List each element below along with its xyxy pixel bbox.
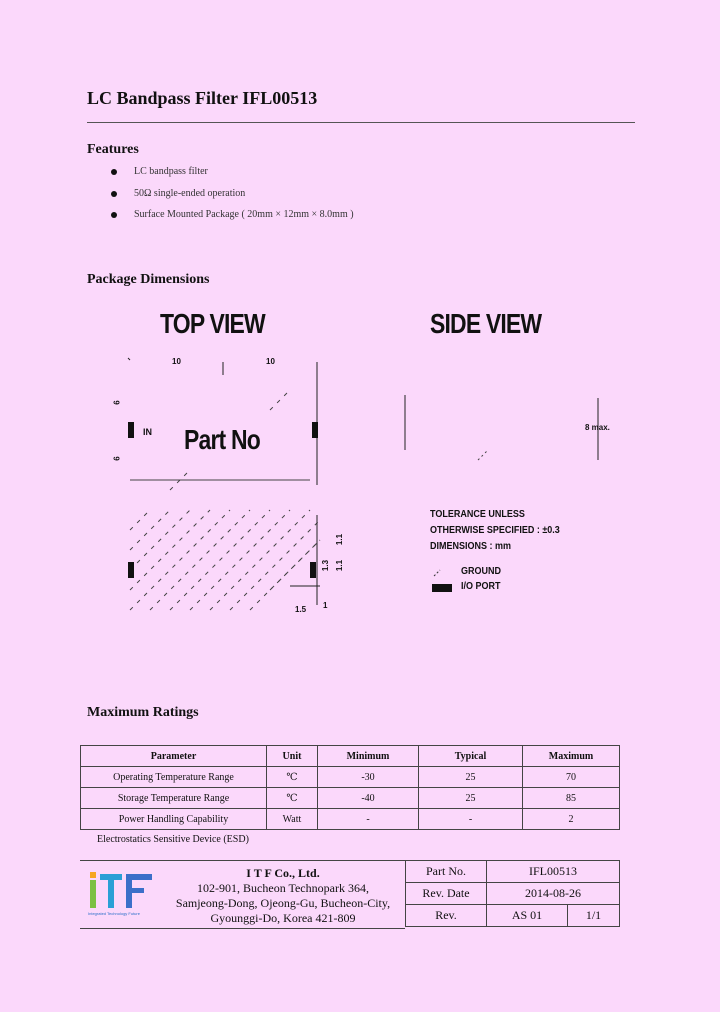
revision-table [405, 860, 620, 927]
table-header-row [81, 746, 620, 767]
table-cell: Storage Temperature Range [81, 788, 267, 809]
table-cell: - [318, 809, 419, 830]
legend-io-port: I/O PORT [461, 581, 501, 592]
address-line: 102-901, Bucheon Technopark 364, [197, 881, 369, 895]
table-cell: 70 [523, 767, 620, 788]
tolerance-line: OTHERWISE SPECIFIED : ±0.3 [430, 525, 560, 536]
tolerance-note [430, 507, 560, 555]
table-row [81, 809, 620, 830]
dim-label: 1.1 [335, 559, 345, 572]
side-view-label: SIDE VIEW [430, 308, 542, 339]
dim-label: 1 [323, 601, 328, 610]
dim-label: 6 [112, 456, 122, 461]
part-no-value: IFL00513 [487, 861, 620, 883]
table-cell: 85 [523, 788, 620, 809]
rev-date-value: 2014-08-26 [487, 883, 620, 905]
column-header: Maximum [523, 746, 620, 767]
address-line: Samjeong-Dong, Ojeong-Gu, Bucheon-City, [175, 896, 391, 910]
column-header: Typical [419, 746, 523, 767]
company-block [168, 866, 398, 926]
address-line: Gyounggi-Do, Korea 421-809 [210, 911, 356, 925]
tolerance-line: DIMENSIONS : mm [430, 541, 512, 552]
bullet-icon [111, 169, 117, 175]
ground-hatch-icon [432, 566, 448, 578]
in-port-label: IN [143, 427, 152, 437]
dim-label: 1.5 [295, 605, 307, 614]
table-cell: 2 [523, 809, 620, 830]
top-view-label: TOP VIEW [160, 308, 265, 339]
logo-tagline: Integrated Technology Future [88, 911, 140, 916]
package-heading: Package Dimensions [87, 272, 210, 287]
column-header: Parameter [81, 746, 267, 767]
rev-date-label: Rev. Date [406, 883, 487, 905]
tolerance-line: TOLERANCE UNLESS [430, 509, 525, 520]
io-port-swatch-icon [432, 584, 452, 592]
side-view-drawing [400, 390, 610, 470]
table-cell: Watt [267, 809, 318, 830]
dim-label: 10 [172, 357, 181, 366]
feature-item: 50Ω single-ended operation [134, 188, 246, 199]
dim-label: 10 [266, 357, 275, 366]
ratings-heading: Maximum Ratings [87, 705, 199, 720]
dim-label: 6 [112, 400, 122, 405]
legend-ground: GROUND [461, 566, 502, 577]
company-name: I T F Co., Ltd. [246, 866, 320, 880]
table-cell: ℃ [267, 788, 318, 809]
page-title: LC Bandpass Filter IFL00513 [87, 88, 318, 108]
rev-value: AS 01 [487, 905, 568, 927]
features-heading: Features [87, 142, 139, 157]
table-cell: -40 [318, 788, 419, 809]
bullet-icon [111, 212, 117, 218]
table-cell: 25 [419, 767, 523, 788]
table-cell: Power Handling Capability [81, 809, 267, 830]
part-no-label: Part No. [406, 861, 487, 883]
table-cell: -30 [318, 767, 419, 788]
dim-label: 8 max. [585, 423, 610, 432]
feature-item: Surface Mounted Package ( 20mm × 12mm × 8.0mm ) [134, 209, 354, 220]
table-cell: Operating Temperature Range [81, 767, 267, 788]
table-cell: - [419, 809, 523, 830]
part-no-marking: Part No [184, 424, 260, 455]
column-header: Minimum [318, 746, 419, 767]
column-header: Unit [267, 746, 318, 767]
table-row [81, 767, 620, 788]
title-divider [87, 122, 635, 123]
table-cell: 25 [419, 788, 523, 809]
esd-note: Electrostatics Sensitive Device (ESD) [97, 834, 249, 845]
dim-label: 1.3 [321, 559, 331, 572]
table-row [81, 788, 620, 809]
dim-label: 1.1 [335, 533, 345, 546]
top-view-drawing [110, 350, 340, 630]
feature-item: LC bandpass filter [134, 166, 208, 177]
bullet-icon [111, 191, 117, 197]
rev-label: Rev. [406, 905, 487, 927]
page-number: 1/1 [568, 905, 620, 927]
ratings-table [80, 745, 620, 830]
table-cell: ℃ [267, 767, 318, 788]
footer-bottom-border [80, 928, 405, 929]
